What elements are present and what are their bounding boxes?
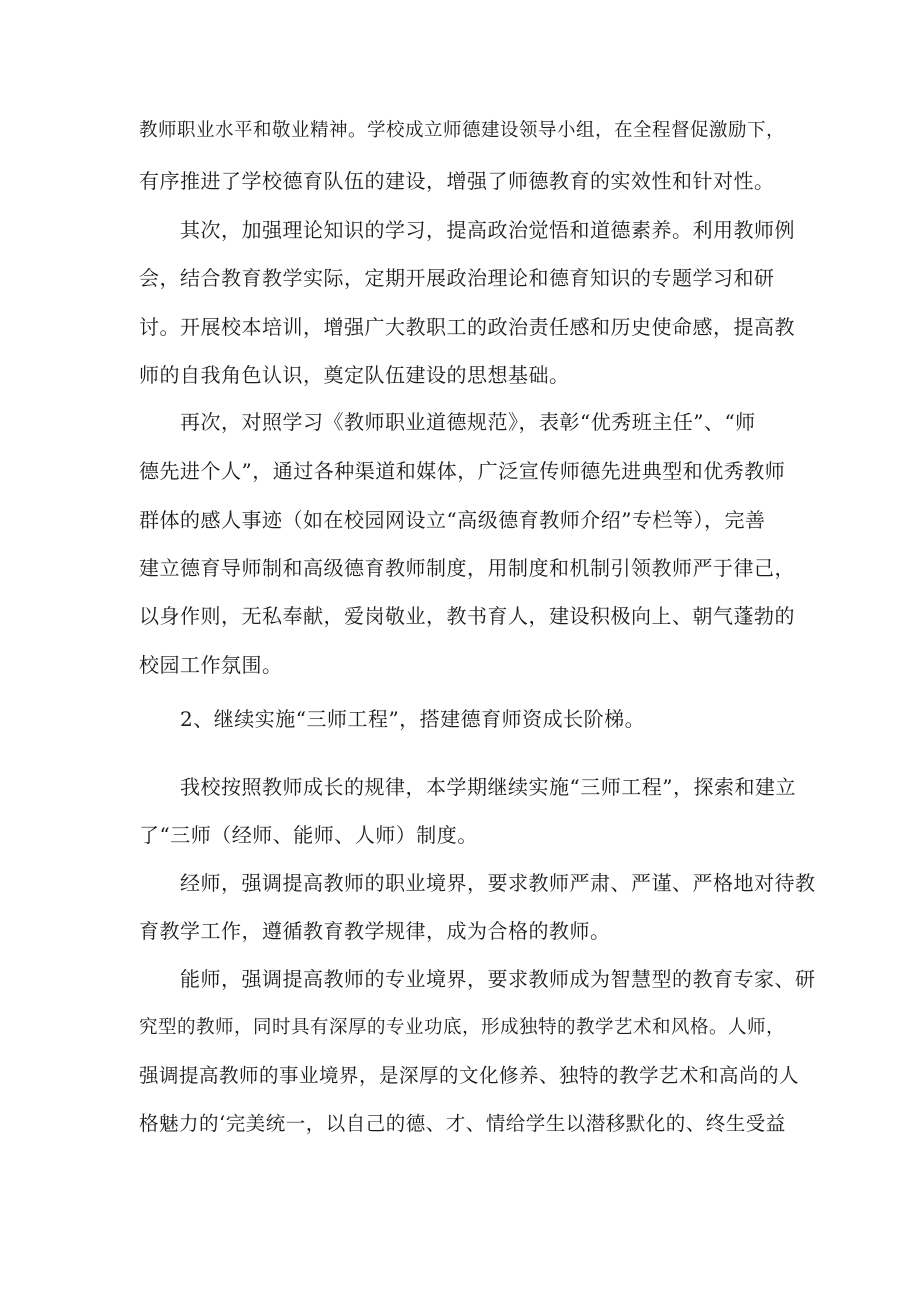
text-line: 教师职业水平和敬业精神。学校成立师德建设领导小组，在全程督促激励下， bbox=[139, 120, 786, 141]
text-line: 有序推进了学校德育队伍的建设，增强了师德教育的实效性和针对性。 bbox=[139, 169, 775, 193]
text-line: 究型的教师，同时具有深厚的专业功底，形成独特的教学艺术和风格。人师， bbox=[139, 1017, 786, 1038]
paragraph-start-line: 我校按照教师成长的规律，本学期继续实施“三师工程”，探索和建立 bbox=[180, 775, 796, 799]
text-line: 讨。开展校本培训，增强广大教职工的政治责任感和历史使命感，提高教 bbox=[139, 315, 795, 339]
paragraph-start-line: 经师，强调提高教师的职业境界，要求教师严肃、严谨、严格地对待教 bbox=[180, 871, 816, 895]
text-line: 师的自我角色认识，奠定队伍建设的思想基础。 bbox=[139, 363, 570, 387]
text-line: 德先进个人”，通过各种渠道和媒体，广泛宣传师德先进典型和优秀教师 bbox=[139, 459, 786, 483]
text-line: 格魅力的‘完美统一，以自己的德、才、情给学生以潜移默化的、终生受益 bbox=[139, 1112, 786, 1135]
section-heading: 2、继续实施“三师工程”，搭建德育师资成长阶梯。 bbox=[180, 707, 646, 731]
text-line: 强调提高教师的事业境界，是深厚的文化修养、独特的教学艺术和高尚的人 bbox=[139, 1064, 800, 1087]
text-line: 群体的感人事迹（如在校园网设立“高级德育教师介绍”专栏等），完善 bbox=[139, 508, 766, 532]
text-line: 以身作则，无私奉献，爱岗敬业，教书育人，建设积极向上、朝气蓬勃的 bbox=[139, 604, 795, 628]
text-line: 校园工作氛围。 bbox=[139, 653, 283, 677]
text-line: 会，结合教育教学实际，定期开展政治理论和德育知识的专题学习和研 bbox=[139, 266, 775, 290]
paragraph-start-line: 再次，对照学习《教师职业道德规范》，表彰“优秀班主任”、“师 bbox=[180, 410, 756, 434]
text-line: 了“三师（经师、能师、人师）制度。 bbox=[139, 823, 478, 847]
text-line: 育教学工作，遵循教育教学规律，成为合格的教师。 bbox=[139, 919, 611, 943]
paragraph-start-line: 其次，加强理论知识的学习，提高政治觉悟和道德素养。利用教师例 bbox=[180, 218, 795, 242]
paragraph-start-line: 能师，强调提高教师的专业境界，要求教师成为智慧型的教育专家、研 bbox=[180, 967, 816, 991]
text-line: 建立德育导师制和高级德育教师制度，用制度和机制引领教师严于律己， bbox=[139, 556, 795, 580]
